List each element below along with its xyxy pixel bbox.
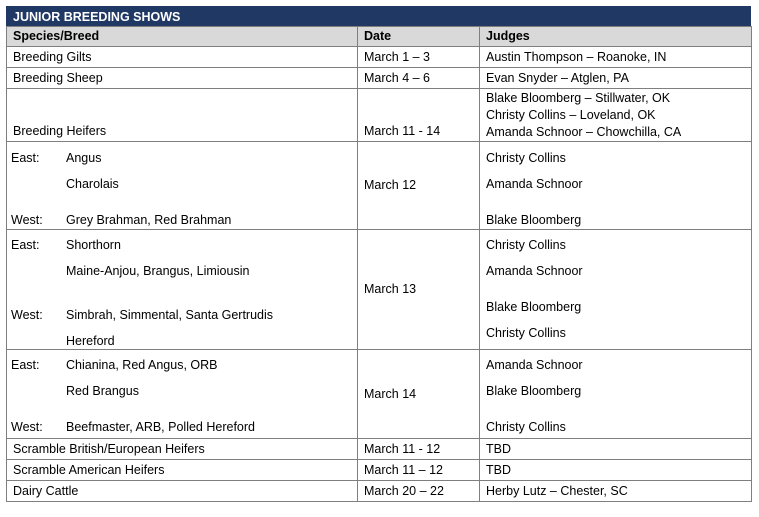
breeds-cell [7, 230, 358, 350]
judge-line: Amanda Schnoor [486, 358, 583, 372]
table-row-heifers [7, 89, 752, 142]
date-cell: March 1 – 3 [358, 47, 480, 68]
date-cell: March 4 – 6 [358, 68, 480, 89]
breed-label: Maine-Anjou, Brangus, Limiousin [66, 264, 250, 278]
species-cell: Breeding Sheep [7, 68, 358, 89]
breed-label: Charolais [66, 177, 119, 191]
date-cell: March 11 – 12 [358, 460, 480, 481]
breed-label: Beefmaster, ARB, Polled Hereford [66, 420, 255, 434]
judge-line: Amanda Schnoor [486, 264, 583, 278]
judge-line: Blake Bloomberg [486, 384, 582, 398]
species-cell: Breeding Heifers [7, 89, 358, 142]
judge-cell: Evan Snyder – Atglen, PA [480, 68, 752, 89]
judge-line: Christy Collins [486, 151, 566, 165]
judges-cell [480, 142, 752, 230]
breeds-cell [7, 142, 358, 230]
breed-label: Chianina, Red Angus, ORB [66, 358, 218, 372]
table-row-group-march-13 [7, 230, 752, 350]
region-label: East: [11, 238, 40, 252]
date-cell: March 12 [358, 142, 480, 230]
table-row-group-march-14 [7, 350, 752, 439]
breed-label: Grey Brahman, Red Brahman [66, 213, 232, 227]
date-cell: March 14 [358, 350, 480, 439]
judge-cell: TBD [480, 439, 752, 460]
judges-cell [480, 230, 752, 350]
judge-cell: Herby Lutz – Chester, SC [480, 481, 752, 502]
region-label: East: [11, 151, 40, 165]
date-cell: March 11 - 12 [358, 439, 480, 460]
date-cell: March 13 [358, 230, 480, 350]
breed-label: Simbrah, Simmental, Santa Gertrudis [66, 308, 274, 322]
breeds-cell [7, 350, 358, 439]
judge-line: Christy Collins – Loveland, OK [486, 108, 656, 122]
region-label: West: [11, 213, 43, 227]
region-label: East: [11, 358, 40, 372]
judge-line: Amanda Schnoor [486, 177, 583, 191]
date-header: Date [358, 27, 480, 47]
table-title: JUNIOR BREEDING SHOWS [6, 6, 751, 26]
breed-label: Hereford [66, 334, 115, 348]
region-label: West: [11, 420, 43, 434]
judge-line: Blake Bloomberg – Stillwater, OK [486, 91, 671, 105]
species-header: Species/Breed [7, 27, 358, 47]
breed-label: Red Brangus [66, 384, 139, 398]
table-row [7, 47, 752, 68]
species-cell: Dairy Cattle [7, 481, 358, 502]
judges-cell [480, 89, 752, 142]
species-cell: Scramble British/European Heifers [7, 439, 358, 460]
judge-line: Christy Collins [486, 326, 566, 340]
judge-line: Christy Collins [486, 420, 566, 434]
table-row [7, 439, 752, 460]
judge-line: Blake Bloomberg [486, 213, 582, 227]
schedule-table [6, 26, 752, 502]
table-row [7, 460, 752, 481]
species-cell: Breeding Gilts [7, 47, 358, 68]
species-cell: Scramble American Heifers [7, 460, 358, 481]
table-row [7, 68, 752, 89]
table-row-group-march-12 [7, 142, 752, 230]
judge-line: Blake Bloomberg [486, 300, 582, 314]
judges-cell [480, 350, 752, 439]
judge-cell: Austin Thompson – Roanoke, IN [480, 47, 752, 68]
breed-label: Angus [66, 151, 102, 165]
judge-line: Christy Collins [486, 238, 566, 252]
header-row [7, 27, 752, 47]
date-cell: March 11 - 14 [358, 89, 480, 142]
table-row [7, 481, 752, 502]
judges-header: Judges [480, 27, 752, 47]
judge-line: Amanda Schnoor – Chowchilla, CA [486, 125, 682, 139]
junior-breeding-shows-table [6, 6, 751, 502]
region-label: West: [11, 308, 43, 322]
date-cell: March 20 – 22 [358, 481, 480, 502]
judge-cell: TBD [480, 460, 752, 481]
breed-label: Shorthorn [66, 238, 121, 252]
